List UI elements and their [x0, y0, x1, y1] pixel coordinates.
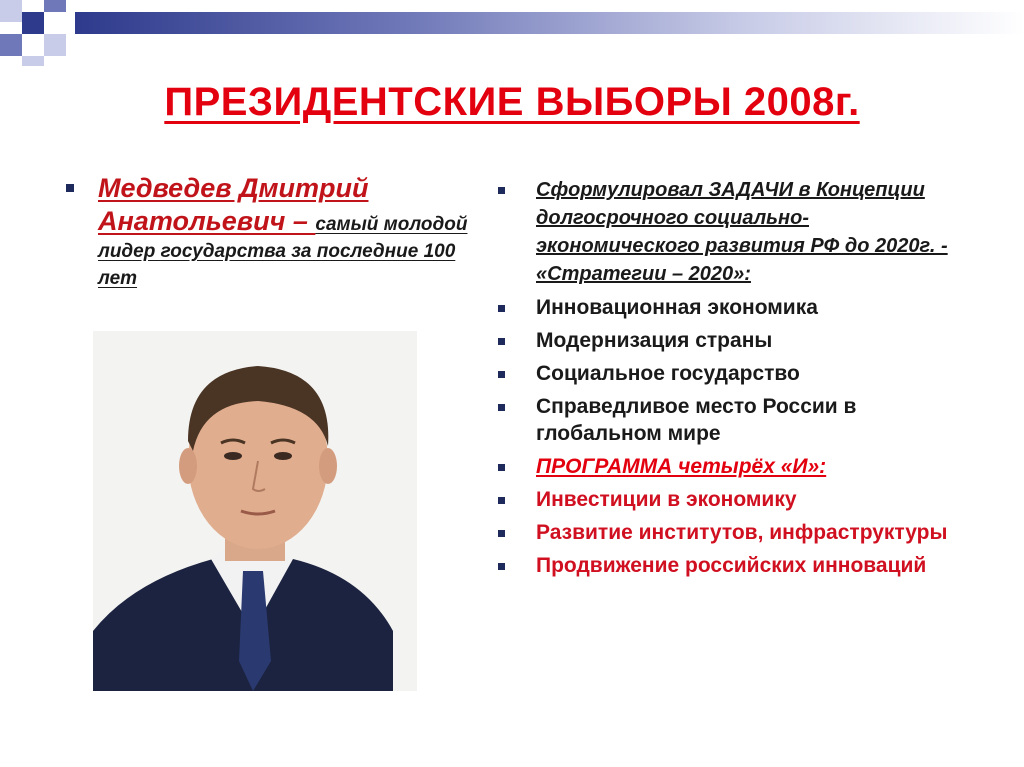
- bullet-icon: [498, 563, 505, 570]
- list-item: [498, 360, 968, 387]
- list-item-text: Развитие институтов, инфраструктуры: [536, 521, 948, 544]
- list-item: [498, 176, 968, 288]
- list-item-text: Социальное государство: [536, 362, 800, 385]
- bullet-icon: [66, 184, 74, 192]
- bullet-icon: [498, 338, 505, 345]
- list-item: [498, 393, 968, 447]
- bullet-icon: [498, 305, 505, 312]
- bullet-icon: [498, 371, 505, 378]
- bullet-icon: [498, 187, 505, 194]
- list-item: [498, 453, 968, 480]
- list-item-text: Инвестиции в экономику: [536, 488, 797, 511]
- list-item-text: ПРОГРАММА четырёх «И»:: [536, 455, 827, 478]
- left-text-block: [98, 172, 483, 292]
- list-item: [498, 552, 968, 579]
- task-list: [498, 176, 968, 585]
- list-item: [498, 294, 968, 321]
- person-name: Медведев Дмитрий Анатольевич –: [98, 173, 369, 236]
- list-item-text: Сформулировал ЗАДАЧИ в Концепции долгосрочного социально-экономического развития РФ до 2020г. - «Стратегии – 2020»:: [536, 179, 948, 285]
- bullet-icon: [498, 530, 505, 537]
- list-item: [498, 327, 968, 354]
- list-item-text: Справедливое место России в глобальном мире: [536, 395, 857, 445]
- list-item: [498, 486, 968, 513]
- bullet-icon: [498, 497, 505, 504]
- slide-title: ПРЕЗИДЕНТСКИЕ ВЫБОРЫ 2008г.: [164, 80, 860, 124]
- portrait-photo: [93, 331, 417, 691]
- bullet-icon: [498, 464, 505, 471]
- header-bar: [75, 12, 1024, 34]
- person-subtitle: самый молодой лидер государства за последние 100 лет: [98, 214, 468, 289]
- list-item-text: Модернизация страны: [536, 329, 773, 352]
- list-item: [498, 519, 968, 546]
- bullet-icon: [498, 404, 505, 411]
- list-item-text: Инновационная экономика: [536, 296, 818, 319]
- list-item-text: Продвижение российских инноваций: [536, 554, 927, 577]
